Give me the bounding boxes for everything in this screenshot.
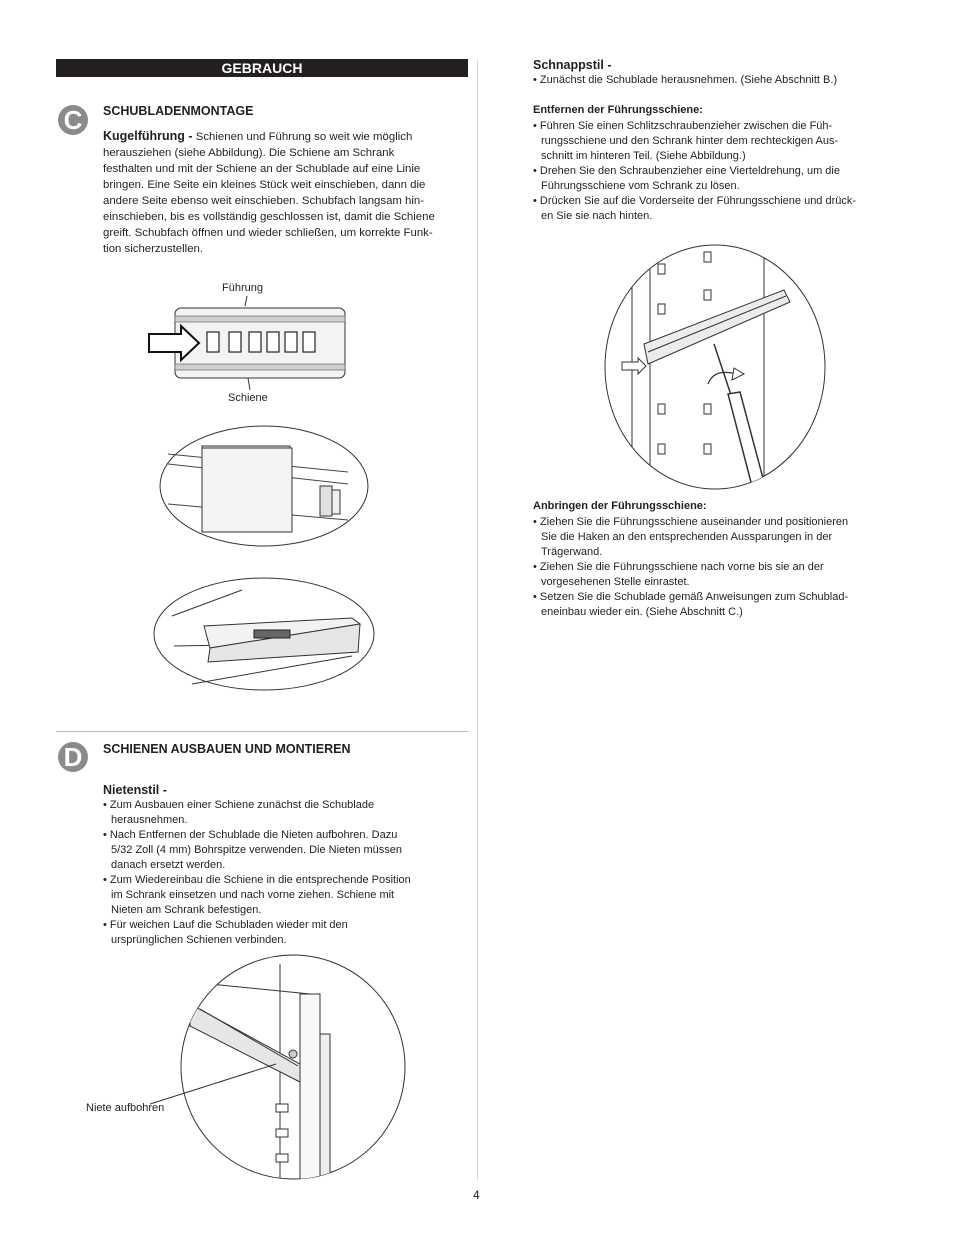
body-line: festhalten und mit der Schiene an der Schublade auf eine Linie bbox=[103, 163, 421, 175]
body-line: tion sicherzustellen. bbox=[103, 243, 204, 255]
bullet-item: • Drücken Sie auf die Vorderseite der Führungsschiene und drück- en Sie sie nach hinten. bbox=[533, 194, 913, 224]
column-divider bbox=[477, 60, 478, 1180]
body-line: herausziehen (siehe Abbildung). Die Schiene am Schrank bbox=[103, 147, 395, 159]
rail-closeup-illustration bbox=[158, 424, 370, 550]
body-line: einschieben, bis es vollständig geschlossen ist, damit die Schiene bbox=[103, 211, 435, 223]
section-c-title: SCHUBLADENMONTAGE bbox=[103, 104, 254, 118]
bullet-item: • Für weichen Lauf die Schubladen wieder mit den ursprünglichen Schienen verbinden. bbox=[103, 918, 463, 948]
drill-rivet-label: Niete aufbohren bbox=[86, 1102, 165, 1114]
body-line: bringen. Eine Seite ein kleines Stück weit einschieben, dann die bbox=[103, 179, 426, 191]
section-c-badge: C bbox=[58, 105, 88, 135]
drawer-insertion-illustration bbox=[152, 576, 376, 692]
attach-bullets bbox=[533, 515, 913, 620]
remove-guide-title: Entfernen der Führungsschiene: bbox=[533, 104, 703, 116]
rivet-style-subtitle: Nietenstil - bbox=[103, 783, 167, 797]
snap-style-title: Schnappstil - bbox=[533, 58, 612, 72]
body-line: greift. Schubfach öffnen und wieder schließen, um korrekte Funk- bbox=[103, 227, 433, 239]
bullet-item: • Zunächst die Schublade herausnehmen. (Siehe Abschnitt B.) bbox=[533, 73, 913, 88]
attach-guide-title: Anbringen der Führungsschiene: bbox=[533, 500, 707, 512]
bullet-item: • Drehen Sie den Schraubenzieher eine Vierteldrehung, um die Führungsschiene vom Schrank zu lösen. bbox=[533, 164, 913, 194]
body-line: andere Seite ebenso weit einschieben. Schubfach langsam hin- bbox=[103, 195, 425, 207]
bullet-item: • Zum Wiedereinbau die Schiene in die entsprechende Position im Schrank einsetzen und nach vorne ziehen. Schiene mit Nieten am Schrank befestigen. bbox=[103, 873, 463, 918]
bullet-item: • Ziehen Sie die Führungsschiene auseinander und positionieren Sie die Haken an den entsprechenden Aussparungen in der Trägerwand. bbox=[533, 515, 913, 560]
rivet-bullets bbox=[103, 798, 463, 948]
bullet-item: • Ziehen Sie die Führungsschiene nach vorne bis sie an der vorgesehenen Stelle einrastet. bbox=[533, 560, 913, 590]
body-line: Schienen und Führung so weit wie möglich bbox=[195, 131, 413, 143]
section-d-title: SCHIENEN AUSBAUEN UND MONTIEREN bbox=[103, 742, 351, 756]
snap-bullets bbox=[533, 73, 913, 88]
bullet-item: • Setzen Sie die Schublade gemäß Anweisungen zum Schublad- eneinbau wieder ein. (Siehe Abschnitt C.) bbox=[533, 590, 913, 620]
guide-label: Führung bbox=[222, 282, 263, 294]
bullet-item: • Nach Entfernen der Schublade die Nieten aufbohren. Dazu 5/32 Zoll (4 mm) Bohrspitze verwenden. Die Nieten müssen danach ersetzt werden. bbox=[103, 828, 463, 873]
section-divider bbox=[56, 731, 468, 732]
screwdriver-illustration bbox=[604, 244, 826, 490]
drill-pointer-line bbox=[150, 1060, 280, 1110]
section-c-body bbox=[103, 128, 469, 257]
bullet-item: • Zum Ausbauen einer Schiene zunächst die Schublade herausnehmen. bbox=[103, 798, 463, 828]
rail-guide-illustration bbox=[145, 296, 355, 396]
section-header-bar: GEBRAUCH bbox=[56, 59, 468, 77]
rail-label: Schiene bbox=[228, 392, 268, 404]
remove-bullets bbox=[533, 119, 913, 224]
section-d-badge: D bbox=[58, 742, 88, 772]
page-number: 4 bbox=[473, 1188, 480, 1202]
bullet-item: • Führen Sie einen Schlitzschraubenzieher zwischen die Füh- rungsschiene und den Schrank hinter dem rechteckigen Aus- schnitt im hinteren Teil. (Siehe Abbildung.) bbox=[533, 119, 913, 164]
ball-bearing-label: Kugelführung - bbox=[103, 129, 193, 143]
